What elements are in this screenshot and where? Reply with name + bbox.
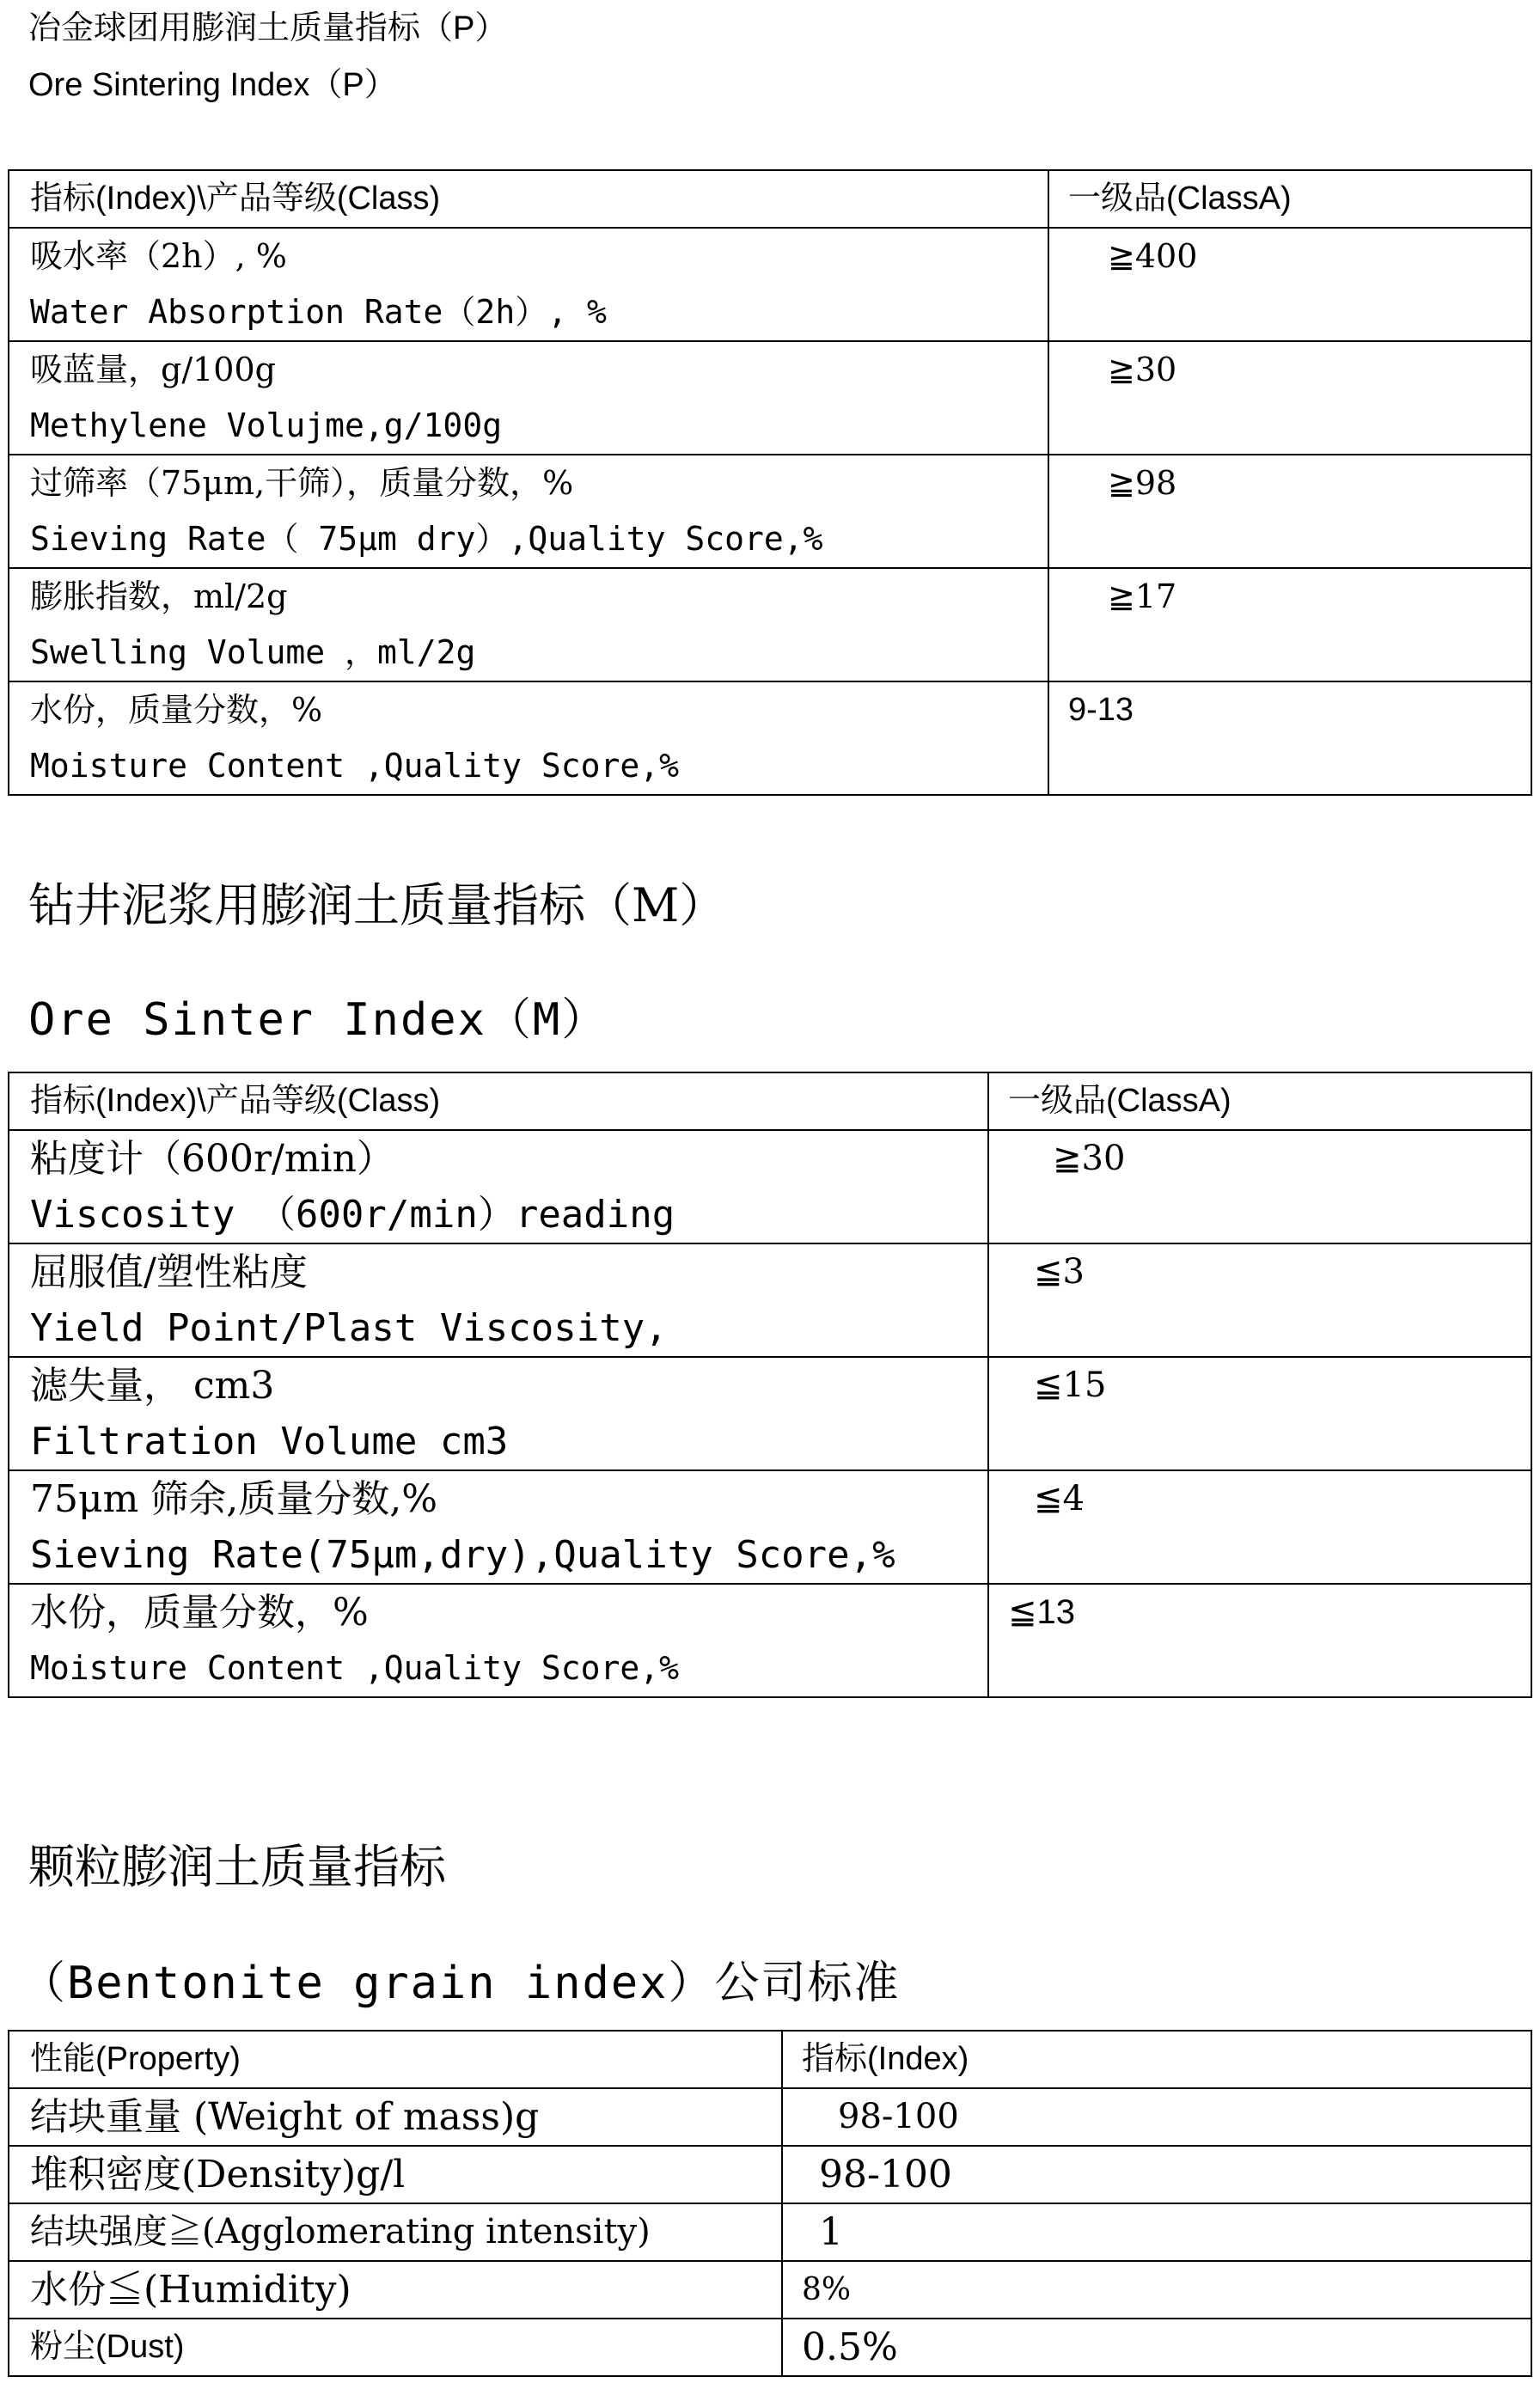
row-label-en: Sieving Rate（ 75μm dry）,Quality Score,% [30,520,823,558]
row-label-cn: 滤失量， cm3 [30,1364,275,1408]
row-label-cn: 75μm 筛余,质量分数,% [30,1477,438,1521]
row-value: ≦4 [1034,1479,1085,1518]
table-row [9,228,1531,341]
table-row [9,455,1531,568]
table-row [9,1470,1531,1584]
drilling-mud-index-table [8,1072,1532,1698]
row-value: ≧400 [1108,237,1198,275]
row-label-cn: 过筛率（75μm,干筛），质量分数，% [30,464,574,502]
row-value: ≦3 [1034,1252,1085,1292]
row-value: ≧30 [1108,351,1177,388]
row-label-en: Water Absorption Rate（2h）, % [30,293,607,331]
table-row [9,1130,1531,1243]
section3-title-en: （Bentonite grain index）公司标准 [21,1958,901,2009]
header-index-class: 指标(Index)\产品等级(Class) [30,180,441,217]
row-value: ≦15 [1034,1366,1107,1405]
header-property: 性能(Property) [30,2041,241,2077]
row-label-cn: 水份，质量分数，% [30,1591,369,1634]
row-label-en: Filtration Volume cm3 [30,1420,509,1463]
row-label-cn: 水份，质量分数，% [30,691,323,729]
table-row [9,2088,1531,2146]
table-row [9,2319,1531,2376]
row-label-cn: 吸蓝量，g/100g [30,351,276,388]
row-label-en: Sieving Rate(75μm,dry),Quality Score,% [30,1533,895,1577]
header-class-a: 一级品(ClassA) [1068,180,1292,217]
header-class-a: 一级品(ClassA) [1008,1083,1231,1119]
row-property: 粉尘(Dust) [30,2329,185,2365]
row-value: 0.5% [802,2325,898,2369]
row-value: 9-13 [1068,692,1134,728]
table-row [9,568,1531,681]
section1-title-en: Ore Sintering Index（P） [28,67,397,103]
table-row [9,681,1531,795]
table-row [9,1357,1531,1470]
row-value: 8% [802,2272,852,2307]
header-index-class: 指标(Index)\产品等级(Class) [30,1083,441,1119]
row-label-cn: 膨胀指数，ml/2g [30,577,288,615]
row-value: 1 [819,2210,843,2254]
section3-title-cn: 颗粒膨润土质量指标 [28,1840,446,1894]
ore-sintering-index-table [8,169,1532,796]
row-label-cn: 吸水率（2h）, % [30,237,287,275]
table-row [9,1584,1531,1697]
section1-title-cn: 冶金球团用膨润土质量指标（P） [28,10,508,46]
row-value: ≦13 [1008,1593,1076,1631]
row-label-en: Moisture Content ,Quality Score,% [30,747,679,785]
table-row [9,2261,1531,2319]
table-header-row [9,1072,1531,1130]
section2-title-cn: 钻井泥浆用膨润土质量指标（M） [28,878,726,932]
table-header-row [9,170,1531,228]
row-label-en: Swelling Volume ，ml/2g [30,633,476,671]
row-property: 结块强度≧(Agglomerating intensity) [30,2212,651,2252]
table-header-row [9,2031,1531,2088]
row-label-en: Viscosity （600r/min）reading [30,1193,675,1237]
row-label-en: Moisture Content ,Quality Score,% [30,1649,679,1687]
row-label-en: Methylene Volujme,g/100g [30,406,503,444]
row-property: 堆积密度(Density)g/l [30,2153,406,2197]
table-row [9,341,1531,455]
table-row [9,2203,1531,2261]
section2-title-en: Ore Sinter Index（M） [28,994,608,1046]
row-label-cn: 屈服值/塑性粘度 [30,1250,308,1294]
table-row [9,1243,1531,1357]
row-value: ≧17 [1108,577,1177,615]
row-label-en: Yield Point/Plast Viscosity, [30,1306,668,1350]
row-value: 98-100 [819,2153,952,2197]
header-index: 指标(Index) [802,2041,969,2077]
row-value: ≧98 [1108,464,1177,502]
table-row [9,2146,1531,2203]
bentonite-grain-index-table [8,2030,1532,2377]
row-property: 结块重量 (Weight of mass)g [30,2095,540,2139]
row-value: 98-100 [838,2097,959,2136]
row-label-cn: 粘度计（600r/min） [30,1137,394,1181]
row-value: ≧30 [1053,1139,1126,1178]
row-property: 水份≦(Humidity) [30,2268,351,2312]
